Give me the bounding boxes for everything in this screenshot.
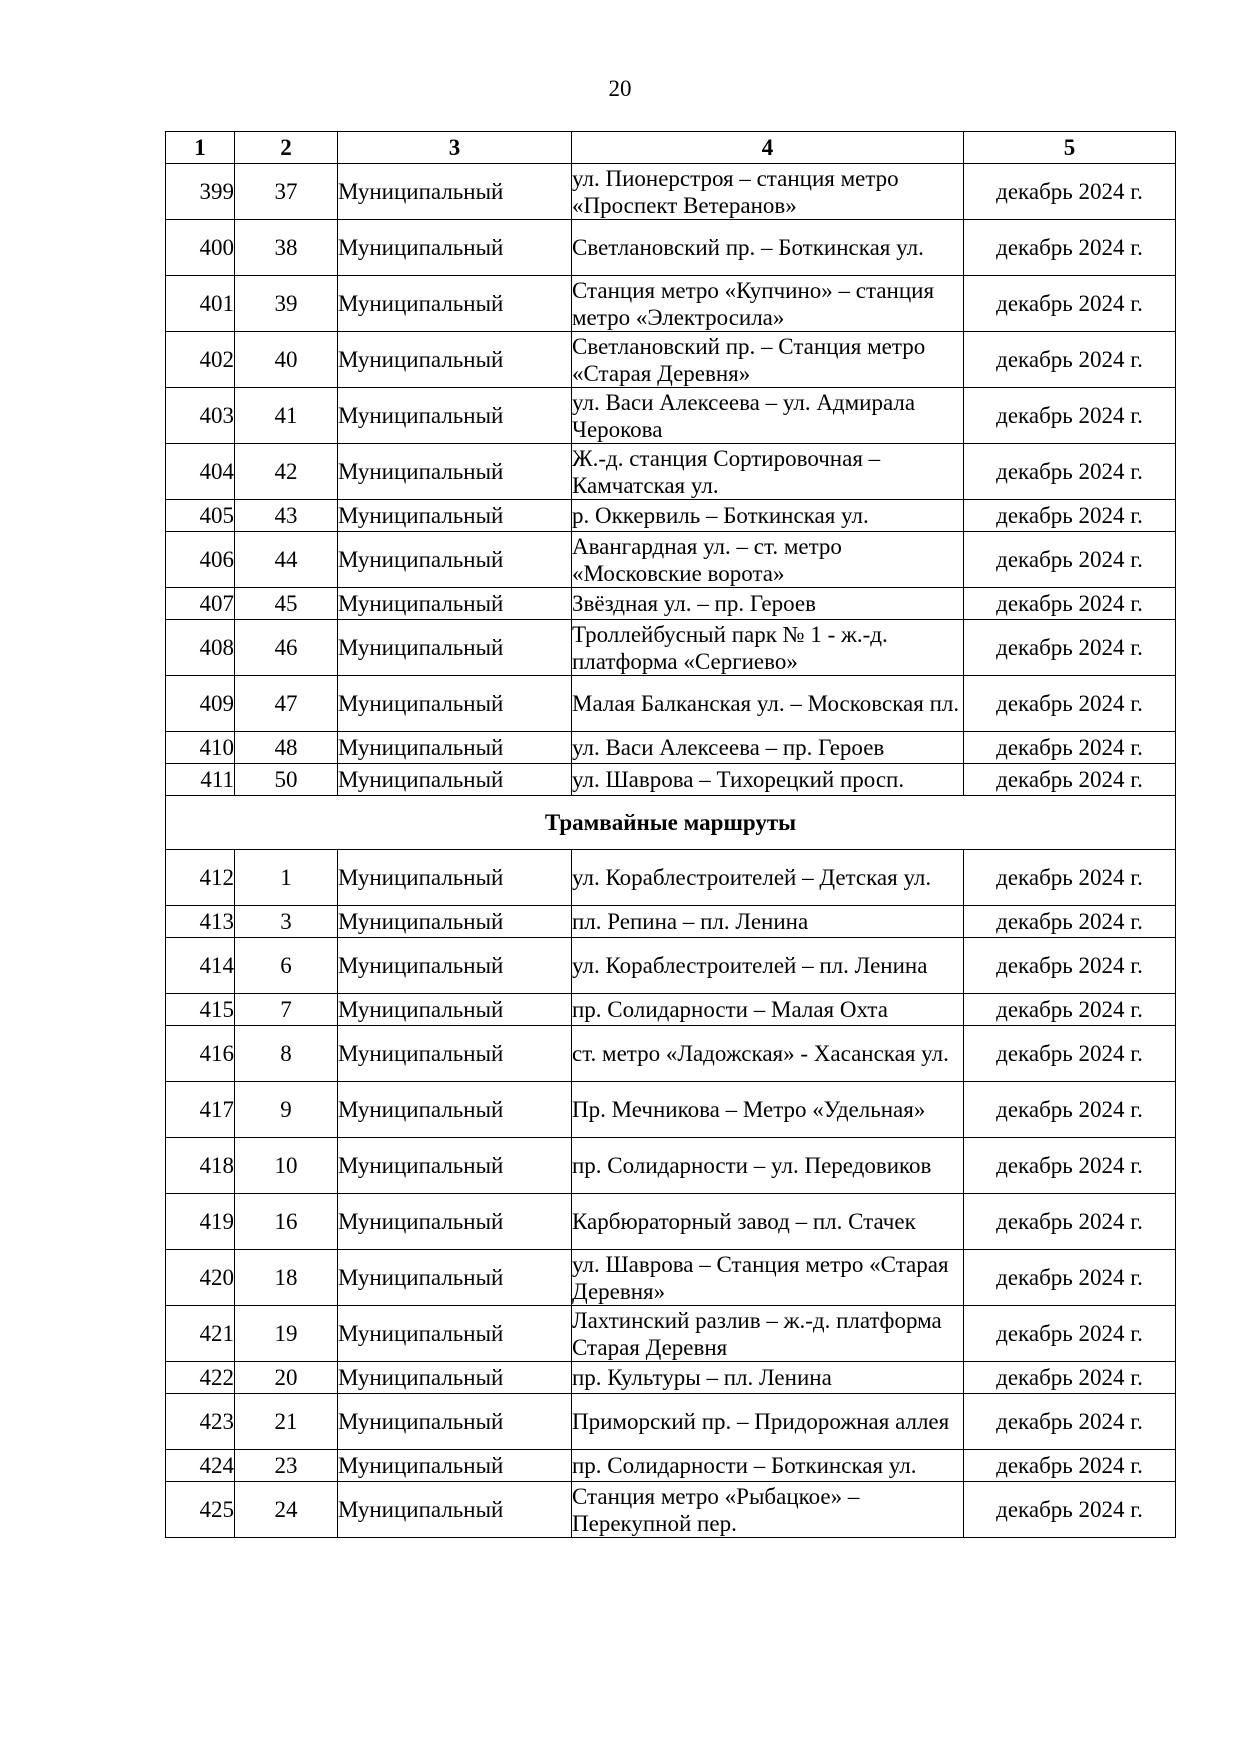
header-row <box>166 132 1176 164</box>
route-number: 39 <box>235 276 338 332</box>
route-path: Светлановский пр. – Боткинская ул. <box>572 220 964 276</box>
route-path: Звёздная ул. – пр. Героев <box>572 588 964 620</box>
table-row <box>166 388 1176 444</box>
column-header-2: 2 <box>235 132 338 164</box>
route-type: Муниципальный <box>338 676 572 732</box>
route-type: Муниципальный <box>338 588 572 620</box>
table-row <box>166 532 1176 588</box>
route-number: 24 <box>235 1482 338 1538</box>
route-type: Муниципальный <box>338 164 572 220</box>
row-number: 424 <box>166 1450 235 1482</box>
route-number: 21 <box>235 1394 338 1450</box>
route-number: 42 <box>235 444 338 500</box>
route-type: Муниципальный <box>338 938 572 994</box>
route-number: 16 <box>235 1194 338 1250</box>
row-number: 407 <box>166 588 235 620</box>
route-path: пл. Репина – пл. Ленина <box>572 906 964 938</box>
route-type: Муниципальный <box>338 732 572 764</box>
route-type: Муниципальный <box>338 850 572 906</box>
route-date: декабрь 2024 г. <box>964 906 1176 938</box>
route-type: Муниципальный <box>338 220 572 276</box>
route-number: 45 <box>235 588 338 620</box>
route-type: Муниципальный <box>338 332 572 388</box>
route-type: Муниципальный <box>338 1450 572 1482</box>
table-row <box>166 732 1176 764</box>
table-row <box>166 938 1176 994</box>
route-path: ул. Кораблестроителей – Детская ул. <box>572 850 964 906</box>
route-type: Муниципальный <box>338 444 572 500</box>
route-type: Муниципальный <box>338 1482 572 1538</box>
route-type: Муниципальный <box>338 620 572 676</box>
route-date: декабрь 2024 г. <box>964 276 1176 332</box>
route-number: 46 <box>235 620 338 676</box>
route-type: Муниципальный <box>338 500 572 532</box>
table-row <box>166 444 1176 500</box>
route-type: Муниципальный <box>338 1362 572 1394</box>
route-type: Муниципальный <box>338 276 572 332</box>
route-date: декабрь 2024 г. <box>964 1194 1176 1250</box>
route-date: декабрь 2024 г. <box>964 1482 1176 1538</box>
row-number: 412 <box>166 850 235 906</box>
route-number: 44 <box>235 532 338 588</box>
route-path: ул. Кораблестроителей – пл. Ленина <box>572 938 964 994</box>
table-row <box>166 1450 1176 1482</box>
table-row <box>166 1194 1176 1250</box>
table-row <box>166 676 1176 732</box>
route-path: р. Оккервиль – Боткинская ул. <box>572 500 964 532</box>
route-path: Карбюраторный завод – пл. Стачек <box>572 1194 964 1250</box>
route-number: 50 <box>235 764 338 796</box>
route-path: ул. Шаврова – Тихорецкий просп. <box>572 764 964 796</box>
route-path: пр. Солидарности – Боткинская ул. <box>572 1450 964 1482</box>
route-date: декабрь 2024 г. <box>964 938 1176 994</box>
routes-table <box>165 131 1176 1538</box>
route-date: декабрь 2024 г. <box>964 850 1176 906</box>
route-date: декабрь 2024 г. <box>964 1362 1176 1394</box>
route-path: ул. Пионерстроя – станция метро «Проспект Ветеранов» <box>572 164 964 220</box>
row-number: 400 <box>166 220 235 276</box>
row-number: 411 <box>166 764 235 796</box>
row-number: 410 <box>166 732 235 764</box>
route-path: Станция метро «Купчино» – станция метро «Электросила» <box>572 276 964 332</box>
route-date: декабрь 2024 г. <box>964 1394 1176 1450</box>
row-number: 417 <box>166 1082 235 1138</box>
table-header <box>166 132 1176 164</box>
row-number: 402 <box>166 332 235 388</box>
route-type: Муниципальный <box>338 1194 572 1250</box>
row-number: 401 <box>166 276 235 332</box>
table-row <box>166 620 1176 676</box>
route-path: ул. Васи Алексеева – ул. Адмирала Черокова <box>572 388 964 444</box>
route-date: декабрь 2024 г. <box>964 1250 1176 1306</box>
route-path: Авангардная ул. – ст. метро «Московские ворота» <box>572 532 964 588</box>
row-number: 420 <box>166 1250 235 1306</box>
table-row <box>166 1026 1176 1082</box>
row-number: 422 <box>166 1362 235 1394</box>
table-row <box>166 994 1176 1026</box>
column-header-1: 1 <box>166 132 235 164</box>
route-date: декабрь 2024 г. <box>964 764 1176 796</box>
route-number: 20 <box>235 1362 338 1394</box>
route-date: декабрь 2024 г. <box>964 732 1176 764</box>
route-date: декабрь 2024 г. <box>964 444 1176 500</box>
route-type: Муниципальный <box>338 1026 572 1082</box>
row-number: 406 <box>166 532 235 588</box>
table-row <box>166 764 1176 796</box>
route-date: декабрь 2024 г. <box>964 332 1176 388</box>
route-type: Муниципальный <box>338 532 572 588</box>
row-number: 423 <box>166 1394 235 1450</box>
table-row <box>166 332 1176 388</box>
route-date: декабрь 2024 г. <box>964 676 1176 732</box>
row-number: 416 <box>166 1026 235 1082</box>
route-path: Светлановский пр. – Станция метро «Старая Деревня» <box>572 332 964 388</box>
row-number: 404 <box>166 444 235 500</box>
route-path: Приморский пр. – Придорожная аллея <box>572 1394 964 1450</box>
row-number: 419 <box>166 1194 235 1250</box>
table-row <box>166 1138 1176 1194</box>
route-number: 23 <box>235 1450 338 1482</box>
section-title: Трамвайные маршруты <box>166 796 1176 850</box>
route-number: 1 <box>235 850 338 906</box>
route-type: Муниципальный <box>338 1306 572 1362</box>
route-type: Муниципальный <box>338 1250 572 1306</box>
section-body <box>166 796 1176 850</box>
route-date: декабрь 2024 г. <box>964 500 1176 532</box>
route-number: 38 <box>235 220 338 276</box>
column-header-5: 5 <box>964 132 1176 164</box>
route-type: Муниципальный <box>338 1082 572 1138</box>
route-number: 37 <box>235 164 338 220</box>
table-row <box>166 500 1176 532</box>
route-path: ул. Васи Алексеева – пр. Героев <box>572 732 964 764</box>
route-path: пр. Солидарности – Малая Охта <box>572 994 964 1026</box>
route-type: Муниципальный <box>338 764 572 796</box>
route-type: Муниципальный <box>338 994 572 1026</box>
table-row <box>166 1082 1176 1138</box>
table-row <box>166 1362 1176 1394</box>
table-row <box>166 164 1176 220</box>
route-path: Ж.-д. станция Сортировочная – Камчатская ул. <box>572 444 964 500</box>
route-type: Муниципальный <box>338 906 572 938</box>
row-number: 414 <box>166 938 235 994</box>
route-number: 6 <box>235 938 338 994</box>
route-number: 8 <box>235 1026 338 1082</box>
row-number: 421 <box>166 1306 235 1362</box>
route-type: Муниципальный <box>338 1138 572 1194</box>
route-number: 9 <box>235 1082 338 1138</box>
route-path: пр. Солидарности – ул. Передовиков <box>572 1138 964 1194</box>
route-date: декабрь 2024 г. <box>964 1138 1176 1194</box>
table-body-after <box>166 850 1176 1538</box>
route-date: декабрь 2024 г. <box>964 532 1176 588</box>
table-row <box>166 850 1176 906</box>
column-header-4: 4 <box>572 132 964 164</box>
route-date: декабрь 2024 г. <box>964 388 1176 444</box>
route-path: Станция метро «Рыбацкое» – Перекупной пер. <box>572 1482 964 1538</box>
route-number: 19 <box>235 1306 338 1362</box>
row-number: 408 <box>166 620 235 676</box>
table-row <box>166 1482 1176 1538</box>
row-number: 425 <box>166 1482 235 1538</box>
section-row <box>166 796 1176 850</box>
route-date: декабрь 2024 г. <box>964 1450 1176 1482</box>
table-row <box>166 276 1176 332</box>
row-number: 405 <box>166 500 235 532</box>
table-row <box>166 1250 1176 1306</box>
route-type: Муниципальный <box>338 388 572 444</box>
table-row <box>166 1306 1176 1362</box>
column-header-3: 3 <box>338 132 572 164</box>
route-date: декабрь 2024 г. <box>964 164 1176 220</box>
row-number: 418 <box>166 1138 235 1194</box>
route-number: 41 <box>235 388 338 444</box>
route-path: пр. Культуры – пл. Ленина <box>572 1362 964 1394</box>
route-number: 10 <box>235 1138 338 1194</box>
route-number: 40 <box>235 332 338 388</box>
route-path: Пр. Мечникова – Метро «Удельная» <box>572 1082 964 1138</box>
table-row <box>166 1394 1176 1450</box>
row-number: 415 <box>166 994 235 1026</box>
route-path: Лахтинский разлив – ж.-д. платформа Старая Деревня <box>572 1306 964 1362</box>
row-number: 403 <box>166 388 235 444</box>
route-number: 3 <box>235 906 338 938</box>
route-path: Троллейбусный парк № 1 - ж.-д. платформа «Сергиево» <box>572 620 964 676</box>
table-row <box>166 220 1176 276</box>
row-number: 413 <box>166 906 235 938</box>
table-body-before <box>166 164 1176 796</box>
route-date: декабрь 2024 г. <box>964 994 1176 1026</box>
route-number: 18 <box>235 1250 338 1306</box>
route-path: ул. Шаврова – Станция метро «Старая Деревня» <box>572 1250 964 1306</box>
route-path: Малая Балканская ул. – Московская пл. <box>572 676 964 732</box>
route-date: декабрь 2024 г. <box>964 220 1176 276</box>
route-date: декабрь 2024 г. <box>964 620 1176 676</box>
row-number: 409 <box>166 676 235 732</box>
route-date: декабрь 2024 г. <box>964 1306 1176 1362</box>
table-row <box>166 906 1176 938</box>
route-path: ст. метро «Ладожская» - Хасанская ул. <box>572 1026 964 1082</box>
route-number: 43 <box>235 500 338 532</box>
route-date: декабрь 2024 г. <box>964 1026 1176 1082</box>
table-row <box>166 588 1176 620</box>
route-number: 48 <box>235 732 338 764</box>
route-type: Муниципальный <box>338 1394 572 1450</box>
row-number: 399 <box>166 164 235 220</box>
route-number: 7 <box>235 994 338 1026</box>
route-date: декабрь 2024 г. <box>964 588 1176 620</box>
page-number: 20 <box>608 76 632 101</box>
route-date: декабрь 2024 г. <box>964 1082 1176 1138</box>
route-number: 47 <box>235 676 338 732</box>
